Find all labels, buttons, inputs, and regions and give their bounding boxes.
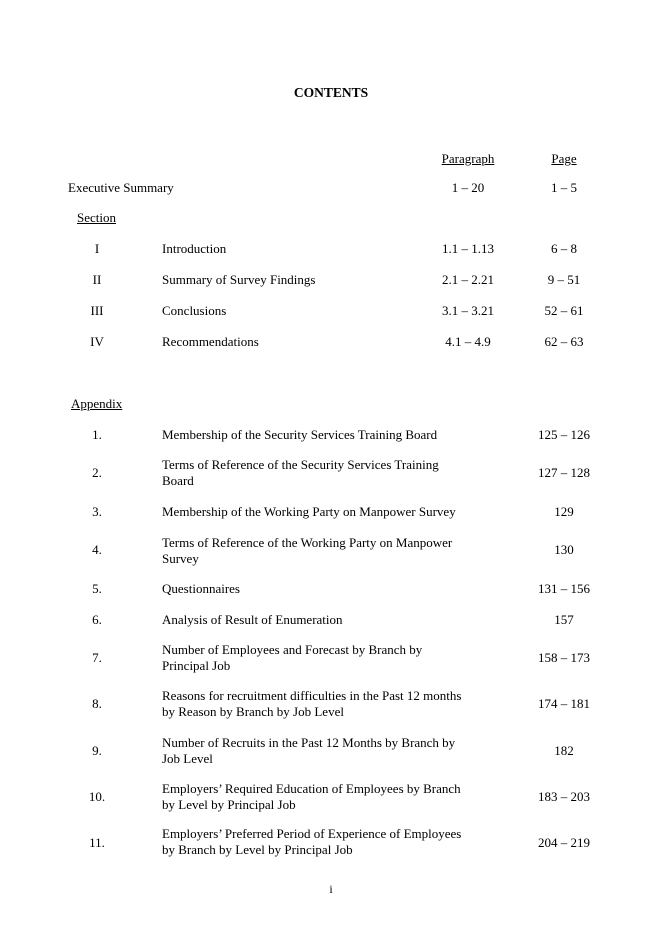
section-paragraph: 1.1 – 1.13 (442, 241, 494, 256)
appendix-number: 10. (88, 789, 106, 804)
page-column-header: Page (551, 151, 577, 166)
appendix-title (162, 781, 477, 813)
appendix-page: 174 – 181 (538, 696, 590, 711)
appendix-title-line: Number of Employees and Forecast by Branch by (162, 642, 423, 657)
appendix-title-line: Principal Job (162, 658, 231, 673)
appendix-title-line: Membership of the Security Services Training Board (162, 427, 438, 442)
appendix-number: 5. (92, 581, 102, 596)
appendix-title (162, 612, 477, 628)
section-page: 62 – 63 (544, 334, 584, 349)
appendix-title-line: Terms of Reference of the Working Party on Manpower (162, 535, 453, 550)
appendix-page: 158 – 173 (538, 650, 590, 665)
appendix-page: 183 – 203 (538, 789, 590, 804)
appendix-number: 8. (92, 696, 102, 711)
appendix-page: 131 – 156 (538, 581, 590, 596)
section-number: I (94, 241, 100, 256)
section-title: Summary of Survey Findings (162, 272, 316, 287)
appendix-title (162, 642, 477, 674)
appendix-page: 204 – 219 (538, 835, 590, 850)
appendix-title (162, 826, 477, 858)
page-title: CONTENTS (293, 85, 369, 100)
appendix-title (162, 688, 477, 720)
appendix-title-line: Job Level (162, 751, 213, 766)
section-title: Recommendations (162, 334, 259, 349)
paragraph-column-header: Paragraph (441, 151, 495, 166)
section-number: IV (90, 334, 104, 349)
appendix-title-line: by Reason by Branch by Job Level (162, 704, 344, 719)
appendix-title (162, 427, 477, 443)
section-paragraph: 2.1 – 2.21 (442, 272, 494, 287)
appendix-title-line: Reasons for recruitment difficulties in the Past 12 months (162, 688, 462, 703)
appendix-title-line: Board (162, 473, 194, 488)
appendix-number: 7. (92, 650, 102, 665)
executive-summary-paragraph: 1 – 20 (451, 180, 485, 195)
section-page: 9 – 51 (547, 272, 581, 287)
appendix-page: 157 (554, 612, 574, 627)
section-number: III (90, 303, 104, 318)
section-paragraph: 3.1 – 3.21 (442, 303, 494, 318)
appendix-number: 1. (92, 427, 102, 442)
appendix-title-line: Terms of Reference of the Security Services Training (162, 457, 439, 472)
section-paragraph: 4.1 – 4.9 (445, 334, 491, 349)
appendix-number: 11. (89, 835, 105, 850)
appendix-page: 125 – 126 (538, 427, 590, 442)
appendix-page: 127 – 128 (538, 465, 590, 480)
appendix-title (162, 535, 477, 567)
executive-summary-label: Executive Summary (68, 180, 174, 195)
appendix-title (162, 457, 477, 489)
appendix-title-line: Employers’ Required Education of Employees by Branch (162, 781, 461, 796)
appendix-title (162, 504, 477, 520)
appendix-title (162, 581, 477, 597)
section-title: Conclusions (162, 303, 227, 318)
section-page: 52 – 61 (544, 303, 584, 318)
appendix-page: 182 (554, 743, 574, 758)
section-heading: Section (77, 210, 116, 225)
appendix-number: 3. (92, 504, 102, 519)
appendix-title-line: Survey (162, 551, 199, 566)
appendix-title (162, 735, 477, 767)
appendix-page: 129 (554, 504, 574, 519)
executive-summary-page: 1 – 5 (551, 180, 577, 195)
appendix-title-line: by Branch by Level by Principal Job (162, 842, 353, 857)
appendix-number: 2. (92, 465, 102, 480)
section-page: 6 – 8 (551, 241, 577, 256)
appendix-number: 4. (92, 542, 102, 557)
appendix-number: 6. (92, 612, 102, 627)
appendix-title-line: Employers’ Preferred Period of Experience of Employees (162, 826, 462, 841)
appendix-title-line: Number of Recruits in the Past 12 Months by Branch by (162, 735, 456, 750)
appendix-title-line: by Level by Principal Job (162, 797, 296, 812)
section-title: Introduction (162, 241, 227, 256)
appendix-title-line: Analysis of Result of Enumeration (162, 612, 343, 627)
appendix-number: 9. (92, 743, 102, 758)
appendix-heading: Appendix (71, 396, 123, 411)
page-number: i (329, 882, 333, 896)
section-number: II (92, 272, 102, 287)
appendix-page: 130 (554, 542, 574, 557)
appendix-title-line: Questionnaires (162, 581, 240, 596)
appendix-title-line: Membership of the Working Party on Manpower Survey (162, 504, 456, 519)
